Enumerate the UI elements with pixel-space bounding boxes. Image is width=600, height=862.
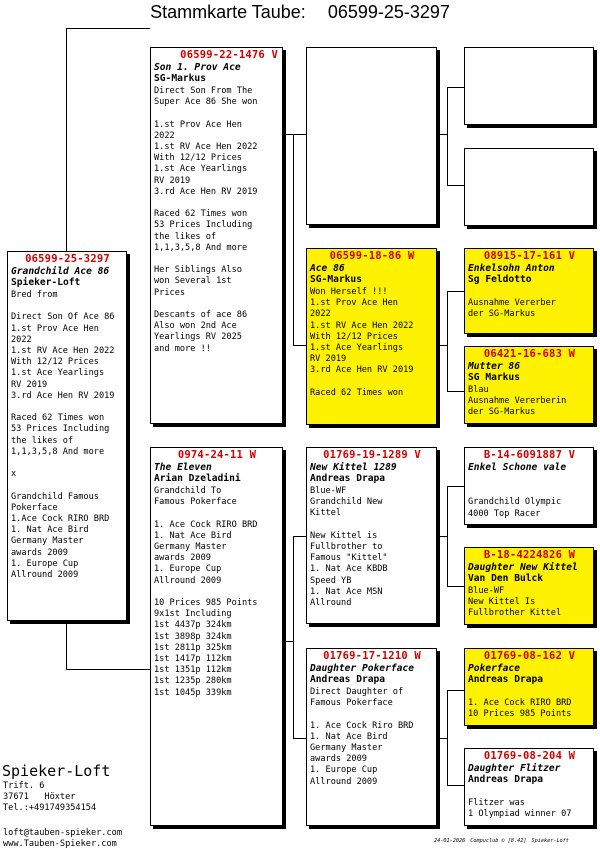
pigeon-name: Grandchild Ace 86 bbox=[11, 266, 110, 277]
pigeon-info: Blue-WF Grandchild New Kittel New Kittel is Fullbrother to Famous "Kittel" 1. Nat Ace KBDB Speed YB 1. Nat Ace MSN Allround bbox=[310, 486, 388, 609]
great-grandparent-mff-card bbox=[464, 447, 594, 525]
connector bbox=[447, 87, 464, 88]
owner-name: Andreas Drapa bbox=[310, 674, 386, 685]
loft-contact: loft@tauben-spieker.com www.Tauben-Spieker.com bbox=[3, 828, 122, 849]
pigeon-info: Direct Daughter of Famous Pokerface 1. Ace Cock Riro BRD 1. Nat Ace Bird Germany Master awards 2009 1. Europe Cup Allround 2009 bbox=[310, 687, 414, 787]
connector bbox=[447, 486, 448, 587]
owner-name: SG-Markus bbox=[310, 274, 362, 285]
paternal-grandmother-card bbox=[306, 248, 437, 425]
connector bbox=[293, 536, 306, 537]
mother-card bbox=[150, 447, 283, 826]
pigeon-name: New Kittel 1289 bbox=[310, 462, 397, 473]
owner-name: Andreas Drapa bbox=[468, 774, 544, 785]
pigeon-name: Enkelsohn Anton bbox=[468, 263, 555, 274]
great-grandparent-mfm-card bbox=[464, 547, 594, 625]
connector bbox=[283, 134, 293, 135]
connector bbox=[66, 669, 150, 670]
ring-number: B-18-4224826 W bbox=[483, 549, 576, 561]
paternal-grandfather-card bbox=[306, 47, 437, 225]
pigeon-name: Mutter 86 bbox=[468, 361, 520, 372]
ring-number: 06599-25-3297 bbox=[25, 253, 110, 265]
maternal-grandmother-card bbox=[306, 648, 437, 826]
ring-number: B-14-6091887 V bbox=[483, 449, 576, 461]
pigeon-info: 1. Ace Cock RIRO BRD 10 Prices 985 Points bbox=[468, 698, 572, 720]
loft-name: Spieker-Loft bbox=[2, 762, 111, 780]
pigeon-name: Enkel Schone vale bbox=[468, 462, 567, 473]
pigeon-info: Grandchild To Famous Pokerface 1. Ace Cock RIRO BRD 1. Nat Ace Bird Germany Master awards 2009 1. Europe Cup Allround 2009 10 Prices 985 Points 9x1st Including 1st 4437p 324km 1st 3898p 324km 1st 2811p 325km 1st 1417p 112km 1st 1351p 112km 1st 1235p 280km 1st 1045p 339km bbox=[154, 486, 258, 698]
pigeon-name: Son 1. Prov Ace bbox=[154, 62, 241, 73]
connector bbox=[447, 690, 448, 786]
owner-name: Andreas Drapa bbox=[468, 674, 544, 685]
great-grandparent-fff-card bbox=[464, 47, 594, 125]
loft-address: Trift. 6 37671 Höxter Tel.:+491749354154 bbox=[3, 781, 97, 813]
connector bbox=[447, 690, 464, 691]
pigeon-name: Daughter New Kittel bbox=[468, 562, 578, 573]
pigeon-name: The Eleven bbox=[154, 462, 212, 473]
ring-number: 01769-17-1210 W bbox=[323, 650, 421, 662]
connector bbox=[447, 185, 464, 186]
owner-name: Andreas Drapa bbox=[310, 473, 386, 484]
ring-number: 06599-22-1476 V bbox=[180, 49, 278, 61]
connector bbox=[283, 641, 293, 642]
pigeon-info: Bred from Direct Son Of Ace 86 1.st Prov Ace Hen 2022 1.st RV Ace Hen 2022 With 12/12 Prices 1.st Ace Yearlings RV 2019 3.rd Ace Hen RV 2019 Raced 62 Times won 53 Prices Including the likes of 1,1,3,5,8 And more x Grandchild Famous Pokerface 1.Ace Cock RIRO BRD 1. Nat Ace Bird Germany Master awards 2009 1. Europe Cup Allround 2009 bbox=[11, 290, 115, 581]
connector bbox=[293, 738, 306, 739]
owner-name: SG Markus bbox=[468, 372, 520, 383]
connector bbox=[293, 134, 294, 346]
great-grandparent-mmf-card bbox=[464, 648, 594, 726]
ring-number: 01769-08-204 W bbox=[483, 750, 576, 762]
connector bbox=[447, 291, 448, 392]
great-grandparent-fmf-card bbox=[464, 248, 594, 334]
great-grandparent-fmm-card bbox=[464, 346, 594, 424]
pigeon-name: Ace 86 bbox=[310, 263, 345, 274]
pigeon-name: Daughter Pokerface bbox=[310, 663, 414, 674]
pigeon-info: Direct Son From The Super Ace 86 She won 1.st Prov Ace Hen 2022 1.st RV Ace Hen 2022 With 12/12 Prices 1.st Ace Yearlings RV 2019 3.rd Ace Hen RV 2019 Raced 62 Times won 53 Prices Including the likes of 1,1,3,5,8 And more Her Siblings Also won Several 1st Prices Descants of ace 86 Also won 2nd Ace Yearlings RV 2025 and more !! bbox=[154, 86, 258, 354]
maternal-grandfather-card bbox=[306, 447, 437, 624]
print-date: 24-01-2026 bbox=[434, 838, 466, 844]
connector bbox=[447, 785, 464, 786]
print-owner: Spieker-Loft bbox=[531, 838, 569, 844]
owner-name: Van Den Bulck bbox=[468, 573, 544, 584]
connector bbox=[437, 345, 447, 346]
connector bbox=[66, 28, 150, 29]
pigeon-name: Daughter Flitzer bbox=[468, 763, 561, 774]
pigeon-info: Grandchild Olympic 4000 Top Racer bbox=[468, 497, 562, 519]
great-grandparent-ffm-card bbox=[464, 148, 594, 226]
connector bbox=[447, 486, 464, 487]
connector bbox=[293, 536, 294, 739]
ring-number: 01769-19-1289 V bbox=[323, 449, 421, 461]
ring-number: 08915-17-161 V bbox=[483, 250, 576, 262]
connector bbox=[447, 87, 448, 186]
connector bbox=[437, 134, 447, 135]
page-title bbox=[0, 2, 600, 23]
owner-name: Arian Dzeladini bbox=[154, 473, 241, 484]
owner-name: Spieker-Loft bbox=[11, 277, 81, 288]
subject-pigeon-card bbox=[7, 251, 127, 621]
connector bbox=[447, 391, 464, 392]
software-name: Compuclub © [8.42] bbox=[470, 838, 527, 844]
connector bbox=[293, 134, 306, 135]
ring-number: 0974-24-11 W bbox=[177, 449, 257, 461]
title-ring: 06599-25-3297 bbox=[327, 2, 450, 22]
father-card bbox=[150, 47, 283, 424]
pigeon-info: Blau Ausnahme Vererberin der SG-Markus bbox=[468, 385, 567, 418]
pigeon-info: Ausnahme Vererber der SG-Markus bbox=[468, 298, 556, 320]
pigeon-name: Pokerface bbox=[468, 663, 520, 674]
connector bbox=[66, 28, 67, 251]
pigeon-info: Won Herself !!! 1.st Prov Ace Hen 2022 1.st RV Ace Hen 2022 With 12/12 Prices 1.st Ace Yearlings RV 2019 3.rd Ace Hen RV 2019 Raced 62 Times won bbox=[310, 287, 414, 398]
title-label: Stammkarte Taube: bbox=[150, 2, 306, 22]
connector bbox=[447, 586, 464, 587]
connector bbox=[66, 621, 67, 670]
print-meta bbox=[434, 838, 574, 844]
ring-number: 01769-08-162 V bbox=[483, 650, 576, 662]
ring-number: 06599-18-86 W bbox=[329, 250, 415, 262]
connector bbox=[437, 738, 447, 739]
connector bbox=[447, 291, 464, 292]
connector bbox=[437, 536, 447, 537]
pigeon-info: Blue-WF New Kittel Is Fullbrother Kittel bbox=[468, 586, 562, 619]
ring-number: 06421-16-683 W bbox=[483, 348, 576, 360]
connector bbox=[293, 345, 306, 346]
pigeon-info: Flitzer was 1 Olympiad winner 07 bbox=[468, 798, 572, 820]
owner-name: SG-Markus bbox=[154, 73, 206, 84]
great-grandparent-mmm-card bbox=[464, 748, 594, 826]
owner-name: Sg Feldotto bbox=[468, 274, 532, 285]
